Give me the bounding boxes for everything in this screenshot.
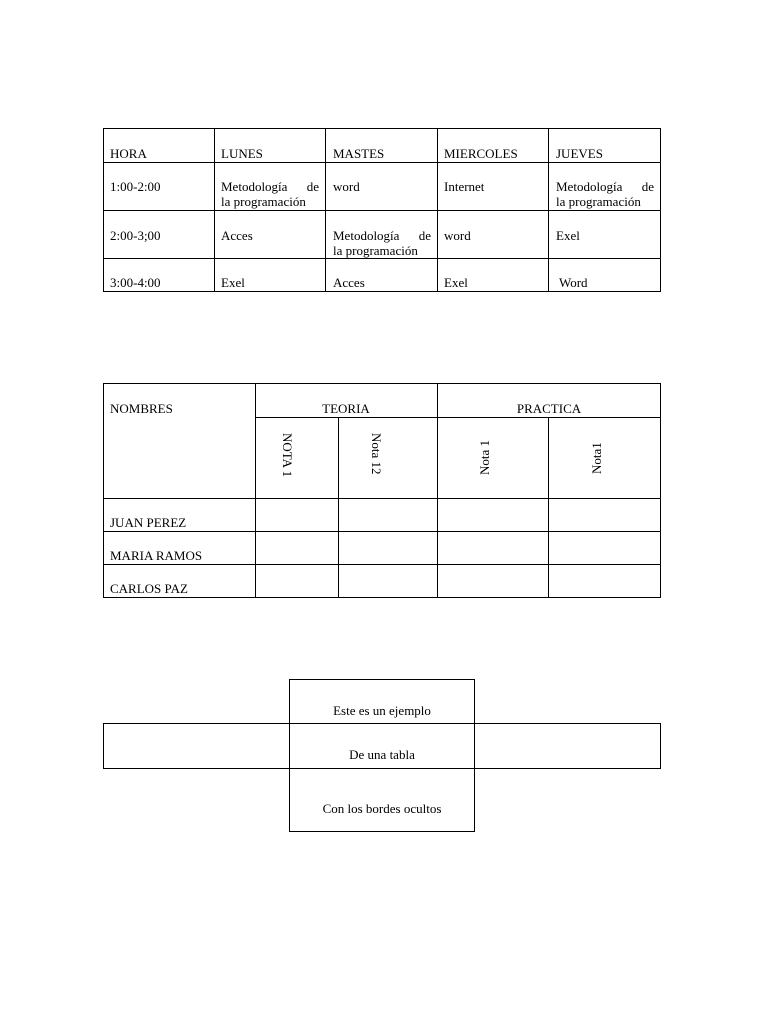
hidden-borders-line-3: Con los bordes ocultos [322,801,442,816]
schedule-cell-martes: Acces [333,275,365,290]
grades-row-divider [103,531,661,532]
schedule-col-divider [437,128,438,292]
schedule-header-hora: HORA [110,146,147,161]
grades-student-name: MARIA RAMOS [110,548,203,563]
schedule-col-divider [325,128,326,292]
grades-row-divider [103,564,661,565]
schedule-cell-lunes: Metodología de la programación [221,179,319,209]
schedule-cell-hora: 1:00-2:00 [110,179,161,194]
schedule-col-divider [548,128,549,292]
schedule-cell-jueves: Exel [556,228,580,243]
schedule-row-divider [103,210,661,211]
schedule-col-divider [214,128,215,292]
schedule-cell-lunes: Acces [221,228,253,243]
schedule-cell-martes: word [333,179,360,194]
grades-subheader-nota12: Nota 12 [369,433,384,475]
grades-student-name: JUAN PEREZ [110,515,187,530]
grades-subheader-practica-nota1: Nota 1 [477,439,492,475]
hidden-borders-line-2: De una tabla [349,747,415,762]
schedule-row-divider [103,162,661,163]
schedule-cell-jueves: Word [559,275,588,290]
grades-group-divider [255,417,661,418]
schedule-cell-miercoles: Exel [444,275,468,290]
schedule-cell-miercoles: word [444,228,471,243]
schedule-cell-martes: Metodología de la programación [333,228,431,258]
hidden-borders-line-1: Este es un ejemplo [333,703,431,718]
schedule-cell-miercoles: Internet [444,179,485,194]
schedule-row-divider [103,258,661,259]
schedule-cell-hora: 2:00-3;00 [110,228,161,243]
grades-header-teoria: TEORIA [322,401,370,416]
grades-header-practica: PRACTICA [516,401,582,416]
grades-student-name: CARLOS PAZ [110,581,188,596]
grades-col-divider [338,417,339,598]
schedule-cell-hora: 3:00-4:00 [110,275,161,290]
schedule-header-jueves: JUEVES [556,146,603,161]
schedule-cell-jueves: Metodología de la programación [556,179,654,209]
grades-header-names: NOMBRES [110,401,173,416]
schedule-header-martes: MASTES [333,146,385,161]
grades-subheader-practica-nota1b: Nota1 [589,442,604,474]
grades-col-divider [548,417,549,598]
grades-subheader-nota1: NOTA 1 [280,433,295,478]
schedule-header-miercoles: MIERCOLES [444,146,518,161]
schedule-header-lunes: LUNES [221,146,263,161]
hidden-borders-middle-row [103,723,661,769]
schedule-cell-lunes: Exel [221,275,245,290]
grades-row-divider [103,498,661,499]
